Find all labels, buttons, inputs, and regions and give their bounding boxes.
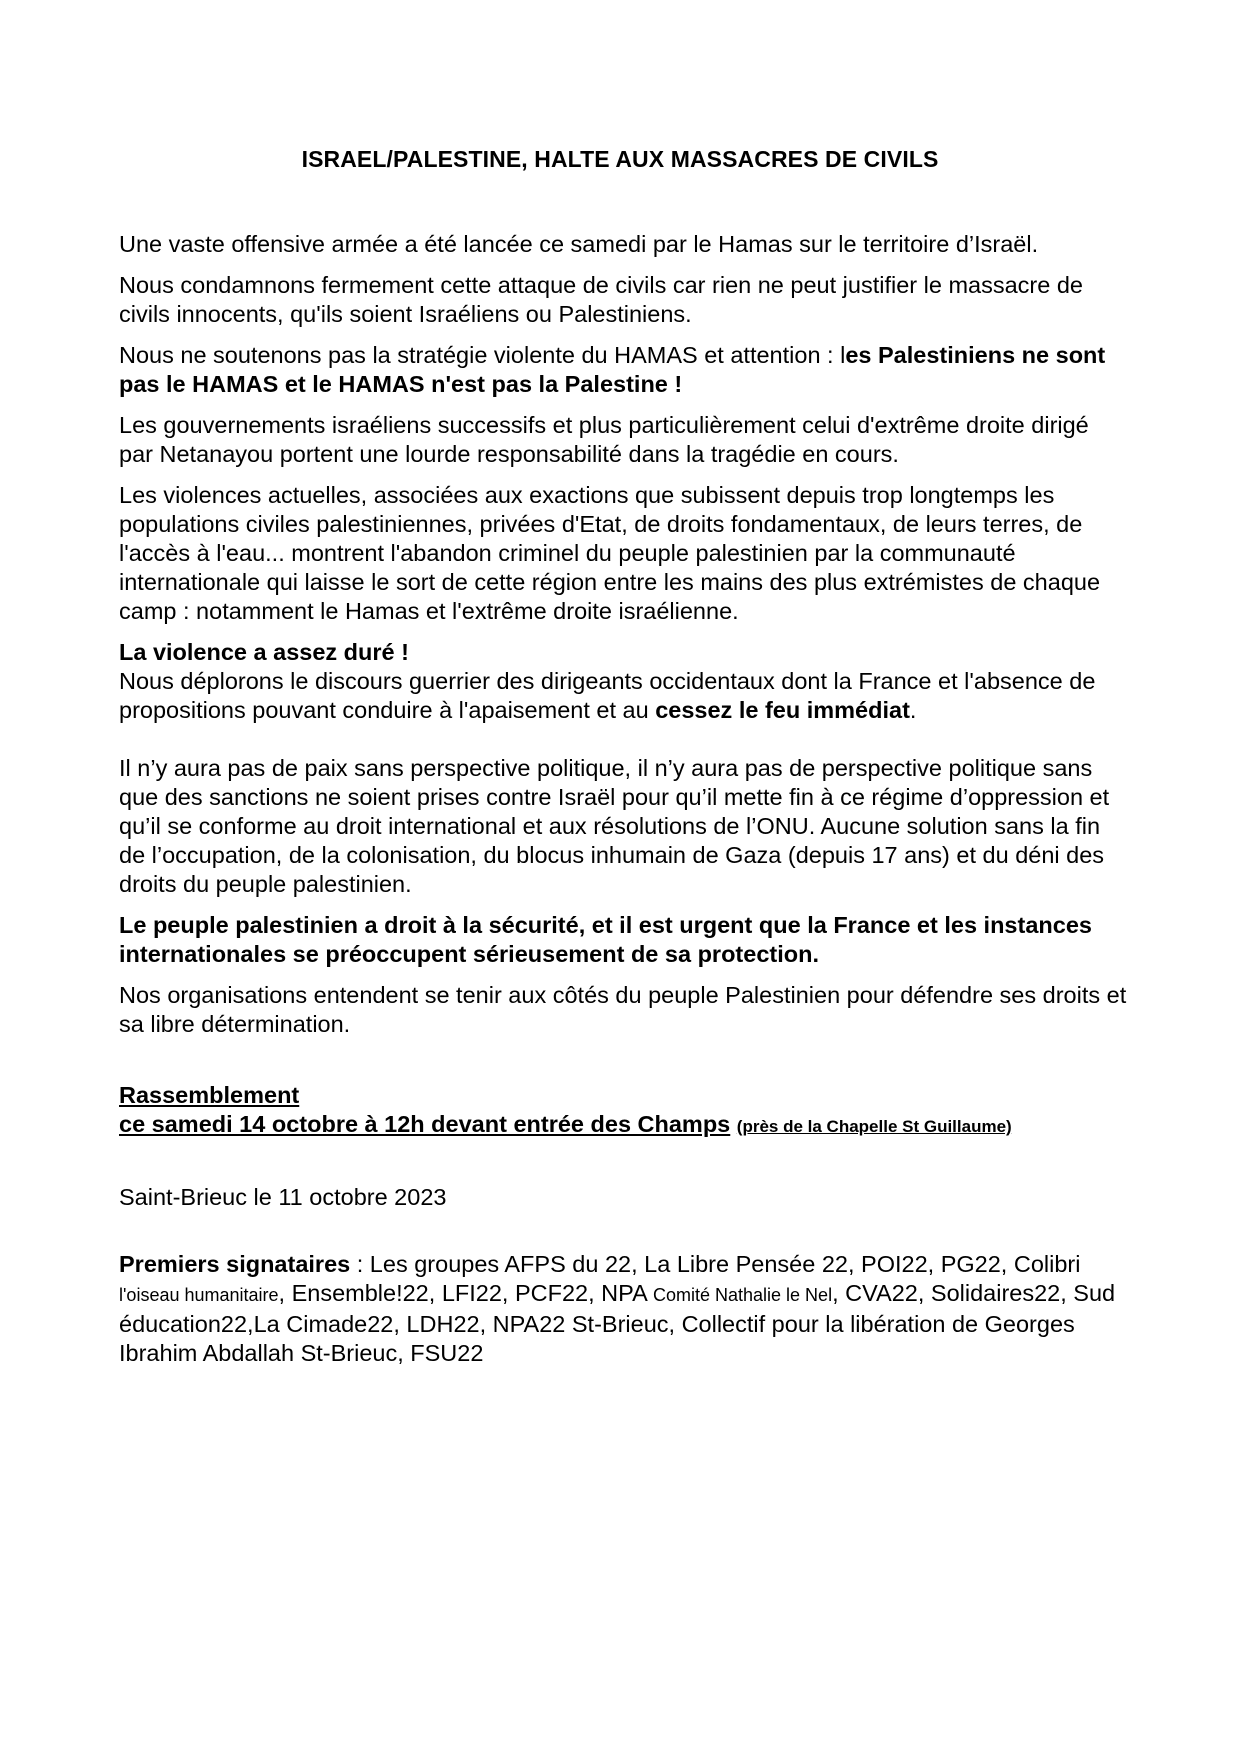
paragraph-hamas-strategy-text: Nous ne soutenons pas la stratégie violente du HAMAS et attention : l	[119, 342, 846, 368]
signatories-text-2: , Ensemble!22, LFI22, PCF22, NPA	[278, 1280, 653, 1306]
paragraph-hamas-strategy	[119, 341, 1129, 399]
signatories-text-1: : Les groupes AFPS du 22, La Libre Pensée 22, POI22, PG22, Colibri	[350, 1251, 1081, 1277]
paragraph-western-leaders-end: .	[909, 697, 917, 723]
paragraph-violence-heading	[119, 638, 1129, 725]
rally-details: ce samedi 14 octobre à 12h devant entrée des Champs	[119, 1111, 731, 1137]
document-body	[119, 230, 1129, 1368]
document-title: ISRAEL/PALESTINE, HALTE AUX MASSACRES DE CIVILS	[301, 146, 939, 172]
paragraph-political-perspective: Il n’y aura pas de paix sans perspective politique, il n’y aura pas de perspective politique sans que des sanctions ne soient prises contre Israël pour qu’il mette fin à ce régime d’oppression et qu’il se conforme au droit international et aux résolutions de l’ONU. Aucune solution sans la fin de l’occupation, de la colonisation, du blocus inhumain de Gaza (depuis 17 ans) et du déni des droits du peuple palestinien.	[119, 755, 1110, 897]
rally-heading: Rassemblement	[119, 1082, 300, 1108]
security-bold: Le peuple palestinien a droit à la sécurité, et il est urgent que la France et les instances internationales se préoccupent sérieusement de sa protection.	[119, 912, 1092, 967]
signatories-text-3: , CVA22, Solidaires22, Sud éducation22,La Cimade22, LDH22, NPA22 St-Brieuc, Collectif pour la libération de Georges Ibrahim Abdallah St-Brieuc, FSU22	[119, 1280, 1116, 1366]
rally-location-note: (près de la Chapelle St Guillaume)	[736, 1117, 1012, 1136]
violence-heading: La violence a assez duré !	[119, 639, 409, 665]
signatories-colibri-note: l'oiseau humanitaire	[119, 1285, 279, 1305]
rally-block	[119, 1081, 1129, 1141]
paragraph-organisations: Nos organisations entendent se tenir aux côtés du peuple Palestinien pour défendre ses droits et sa libre détermination.	[119, 982, 1127, 1037]
place-date: Saint-Brieuc le 11 octobre 2023	[119, 1184, 447, 1210]
paragraph-governments: Les gouvernements israéliens successifs et plus particulièrement celui d'extrême droite dirigé par Netanayou portent une lourde responsabilité dans la tragédie en cours.	[119, 412, 1089, 467]
paragraph-hamas-strategy-bold: es Palestiniens ne sont pas le HAMAS et le HAMAS n'est pas la Palestine !	[119, 342, 1106, 397]
ceasefire-bold: cessez le feu immédiat	[655, 697, 910, 723]
signatories-block	[119, 1250, 1129, 1368]
signatories-label: Premiers signataires	[119, 1251, 351, 1277]
paragraph-violences: Les violences actuelles, associées aux exactions que subissent depuis trop longtemps les populations civiles palestiniennes, privées d'Etat, de droits fondamentaux, de leurs terres, de l'accès à l'eau... montrent l'abandon criminel du peuple palestinien par la communauté internationale qui laisse le sort de cette région entre les mains des plus extrémistes de chaque camp : notamment le Hamas et l'extrême droite israélienne.	[119, 482, 1101, 624]
paragraph-offensive: Une vaste offensive armée a été lancée ce samedi par le Hamas sur le territoire d’Israël.	[119, 231, 1039, 257]
paragraph-security	[119, 911, 1129, 969]
signatories-npa-note: Comité Nathalie le Nel	[652, 1285, 833, 1305]
paragraph-condemnation: Nous condamnons fermement cette attaque de civils car rien ne peut justifier le massacre de civils innocents, qu'ils soient Israéliens ou Palestiniens.	[119, 272, 1083, 327]
paragraph-western-leaders-text: Nous déplorons le discours guerrier des dirigeants occidentaux dont la France et l'absence de propositions pouvant conduire à l'apaisement et au	[119, 668, 1096, 723]
